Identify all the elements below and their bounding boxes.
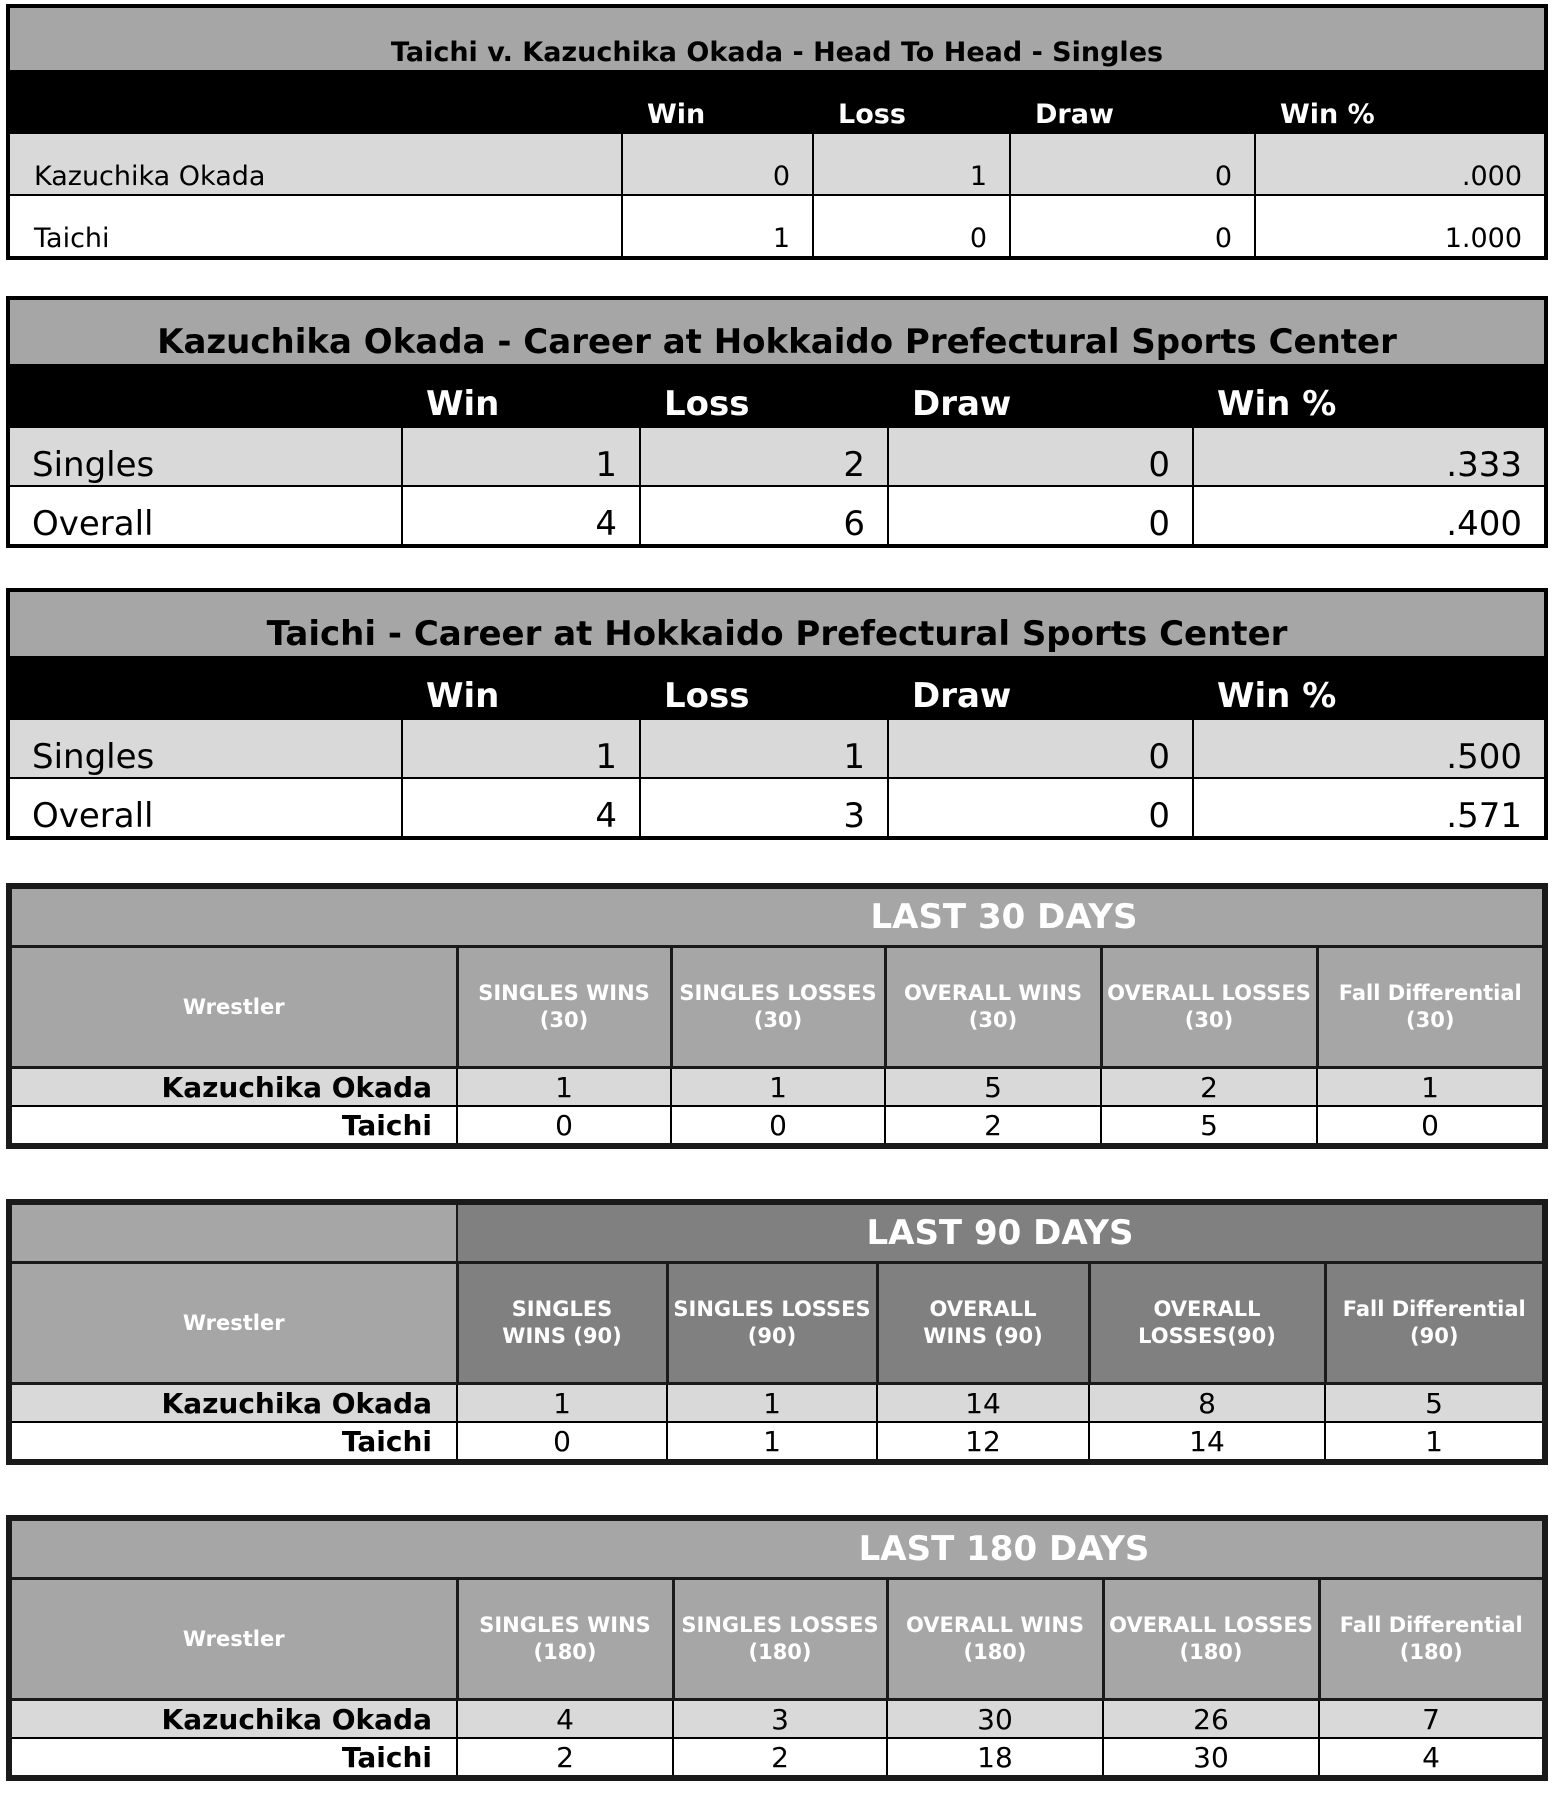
column-header-wrestler: Wrestler <box>9 1263 457 1384</box>
column-header-singles-wins: SINGLES WINS (30) <box>457 947 671 1068</box>
column-header-fall-differential: Fall Differential (90) <box>1325 1263 1545 1384</box>
taichi-career-table <box>6 588 1548 840</box>
overall-losses-value: 2 <box>1101 1068 1317 1107</box>
singles-wins-value: 0 <box>457 1106 671 1146</box>
column-header-win-pct: Win % <box>1255 70 1546 133</box>
table-row <box>9 1384 1545 1423</box>
row-label: Taichi <box>8 195 622 258</box>
period-title: LAST 180 DAYS <box>9 1518 1545 1579</box>
draw-value: 0 <box>888 486 1193 546</box>
column-header-draw: Draw <box>888 656 1193 719</box>
column-header-loss: Loss <box>813 70 1010 133</box>
table-row <box>8 486 1546 546</box>
column-header-overall-losses: OVERALL LOSSES(90) <box>1089 1263 1325 1384</box>
column-header-win-pct: Win % <box>1193 364 1546 427</box>
row-label: Overall <box>8 778 402 838</box>
row-label: Overall <box>8 486 402 546</box>
overall-wins-value: 12 <box>877 1422 1089 1462</box>
column-header-draw: Draw <box>1010 70 1255 133</box>
wrestler-name: Taichi <box>9 1106 457 1146</box>
row-label: Kazuchika Okada <box>8 133 622 195</box>
overall-losses-value: 8 <box>1089 1384 1325 1423</box>
column-header-wrestler: Wrestler <box>9 947 457 1068</box>
table-row <box>9 1068 1545 1107</box>
loss-value: 2 <box>640 427 888 486</box>
win-pct-value: .333 <box>1193 427 1546 486</box>
column-header-singles-losses: SINGLES LOSSES (30) <box>671 947 885 1068</box>
column-header-fall-differential: Fall Differential (30) <box>1317 947 1545 1068</box>
draw-value: 0 <box>888 427 1193 486</box>
column-header-overall-wins: OVERALL WINS (180) <box>887 1579 1103 1700</box>
overall-losses-value: 30 <box>1103 1738 1319 1778</box>
singles-losses-value: 3 <box>673 1700 887 1739</box>
column-header-singles-losses: SINGLES LOSSES (90) <box>667 1263 877 1384</box>
wrestler-name: Kazuchika Okada <box>9 1700 457 1739</box>
column-header-blank <box>8 70 622 133</box>
win-value: 4 <box>402 778 640 838</box>
singles-wins-value: 2 <box>457 1738 673 1778</box>
loss-value: 1 <box>640 719 888 778</box>
win-pct-value: .571 <box>1193 778 1546 838</box>
last-30-days-table <box>6 883 1548 1149</box>
win-pct-value: .000 <box>1255 133 1546 195</box>
singles-wins-value: 4 <box>457 1700 673 1739</box>
singles-wins-value: 1 <box>457 1384 667 1423</box>
fall-differential-value: 4 <box>1319 1738 1545 1778</box>
column-header-draw: Draw <box>888 364 1193 427</box>
win-value: 4 <box>402 486 640 546</box>
table-row <box>9 1106 1545 1146</box>
draw-value: 0 <box>888 719 1193 778</box>
column-header-blank <box>8 364 402 427</box>
overall-wins-value: 2 <box>885 1106 1101 1146</box>
column-header-blank <box>8 656 402 719</box>
singles-wins-value: 1 <box>457 1068 671 1107</box>
column-header-win: Win <box>402 656 640 719</box>
win-value: 1 <box>622 195 813 258</box>
period-title-spacer <box>9 1202 457 1263</box>
singles-losses-value: 2 <box>673 1738 887 1778</box>
loss-value: 3 <box>640 778 888 838</box>
last-90-days-table <box>6 1199 1548 1465</box>
win-pct-value: .400 <box>1193 486 1546 546</box>
wrestler-name: Taichi <box>9 1738 457 1778</box>
loss-value: 1 <box>813 133 1010 195</box>
draw-value: 0 <box>1010 133 1255 195</box>
table-title: Taichi v. Kazuchika Okada - Head To Head - Singles <box>8 6 1546 70</box>
win-value: 0 <box>622 133 813 195</box>
fall-differential-value: 5 <box>1325 1384 1545 1423</box>
table-row <box>8 195 1546 258</box>
singles-losses-value: 0 <box>671 1106 885 1146</box>
singles-losses-value: 1 <box>671 1068 885 1107</box>
column-header-win-pct: Win % <box>1193 656 1546 719</box>
wrestler-name: Kazuchika Okada <box>9 1384 457 1423</box>
table-row <box>8 719 1546 778</box>
fall-differential-value: 1 <box>1317 1068 1545 1107</box>
column-header-win: Win <box>622 70 813 133</box>
win-value: 1 <box>402 719 640 778</box>
draw-value: 0 <box>1010 195 1255 258</box>
overall-losses-value: 14 <box>1089 1422 1325 1462</box>
row-label: Singles <box>8 719 402 778</box>
last-180-days-table <box>6 1515 1548 1781</box>
wrestler-name: Taichi <box>9 1422 457 1462</box>
overall-wins-value: 18 <box>887 1738 1103 1778</box>
overall-losses-value: 26 <box>1103 1700 1319 1739</box>
win-pct-value: 1.000 <box>1255 195 1546 258</box>
singles-losses-value: 1 <box>667 1422 877 1462</box>
column-header-win: Win <box>402 364 640 427</box>
column-header-loss: Loss <box>640 364 888 427</box>
overall-wins-value: 14 <box>877 1384 1089 1423</box>
overall-wins-value: 5 <box>885 1068 1101 1107</box>
period-title: LAST 90 DAYS <box>457 1202 1545 1263</box>
fall-differential-value: 1 <box>1325 1422 1545 1462</box>
table-title: Kazuchika Okada - Career at Hokkaido Prefectural Sports Center <box>8 298 1546 364</box>
column-header-singles-losses: SINGLES LOSSES (180) <box>673 1579 887 1700</box>
column-header-overall-losses: OVERALL LOSSES (180) <box>1103 1579 1319 1700</box>
period-title: LAST 30 DAYS <box>9 886 1545 947</box>
okada-career-table <box>6 296 1548 548</box>
column-header-fall-differential: Fall Differential (180) <box>1319 1579 1545 1700</box>
fall-differential-value: 7 <box>1319 1700 1545 1739</box>
row-label: Singles <box>8 427 402 486</box>
singles-wins-value: 0 <box>457 1422 667 1462</box>
column-header-singles-wins: SINGLES WINS (90) <box>457 1263 667 1384</box>
column-header-wrestler: Wrestler <box>9 1579 457 1700</box>
win-value: 1 <box>402 427 640 486</box>
column-header-overall-losses: OVERALL LOSSES (30) <box>1101 947 1317 1068</box>
column-header-loss: Loss <box>640 656 888 719</box>
fall-differential-value: 0 <box>1317 1106 1545 1146</box>
column-header-singles-wins: SINGLES WINS (180) <box>457 1579 673 1700</box>
win-pct-value: .500 <box>1193 719 1546 778</box>
table-row <box>8 427 1546 486</box>
loss-value: 6 <box>640 486 888 546</box>
table-row <box>9 1700 1545 1739</box>
table-row <box>9 1422 1545 1462</box>
loss-value: 0 <box>813 195 1010 258</box>
table-row <box>8 778 1546 838</box>
table-row <box>9 1738 1545 1778</box>
head-to-head-table <box>6 4 1548 260</box>
column-header-overall-wins: OVERALL WINS (90) <box>877 1263 1089 1384</box>
wrestler-name: Kazuchika Okada <box>9 1068 457 1107</box>
table-row <box>8 133 1546 195</box>
overall-losses-value: 5 <box>1101 1106 1317 1146</box>
column-header-overall-wins: OVERALL WINS (30) <box>885 947 1101 1068</box>
overall-wins-value: 30 <box>887 1700 1103 1739</box>
draw-value: 0 <box>888 778 1193 838</box>
singles-losses-value: 1 <box>667 1384 877 1423</box>
table-title: Taichi - Career at Hokkaido Prefectural Sports Center <box>8 590 1546 656</box>
